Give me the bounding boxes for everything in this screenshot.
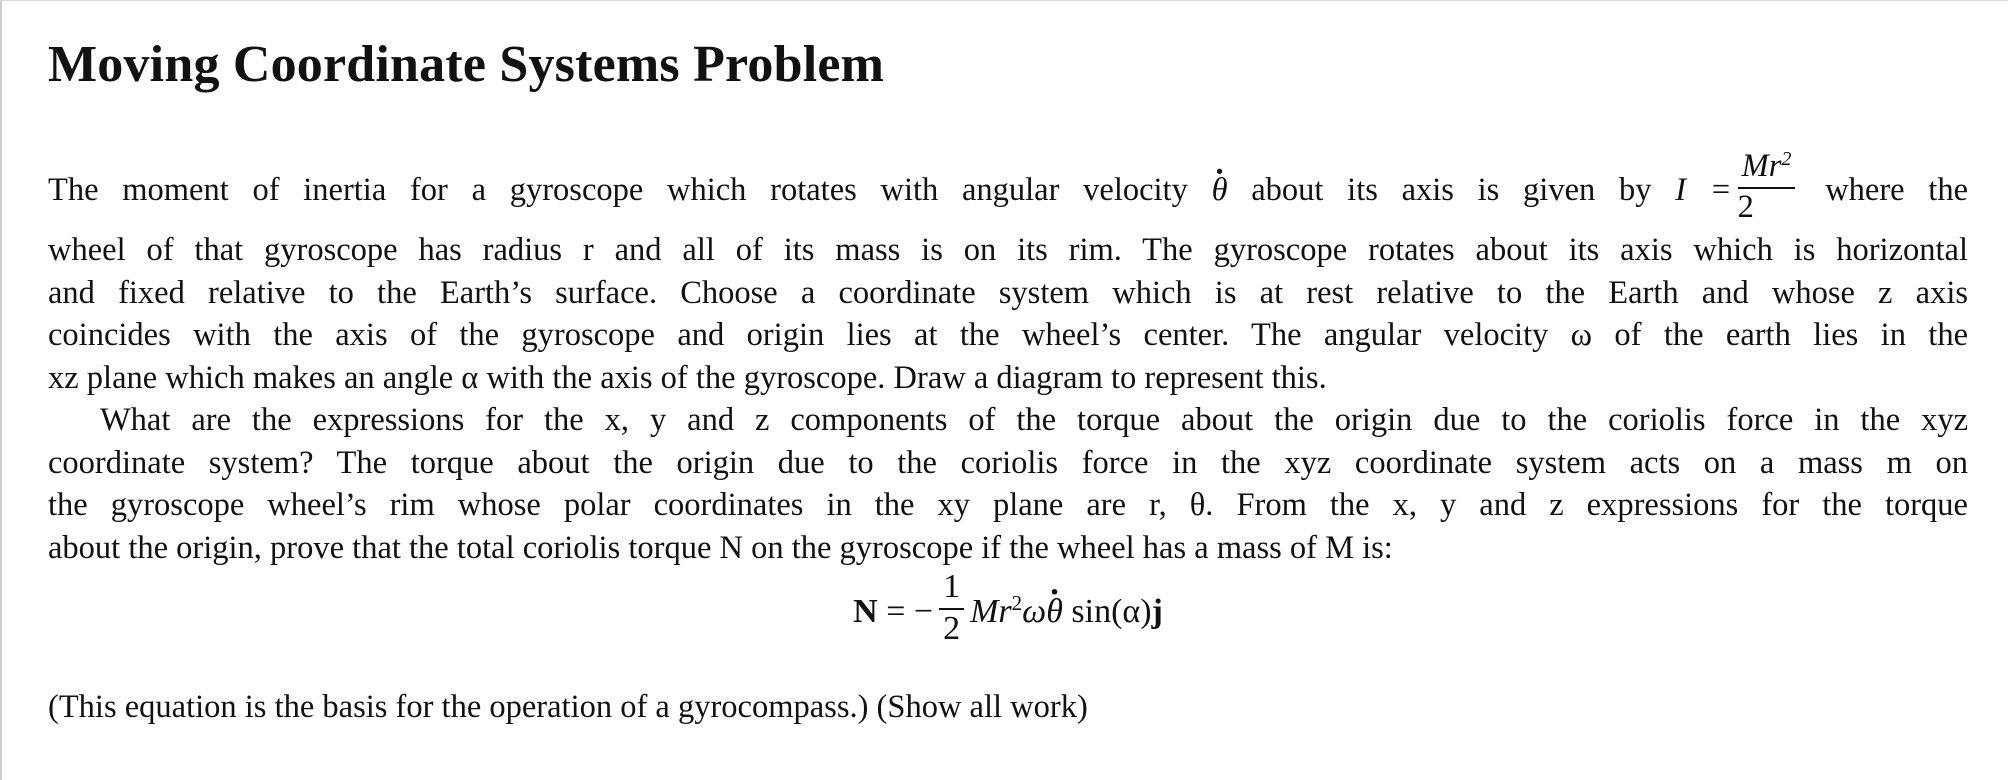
- paragraph2-line3: the gyroscope wheel’s rim whose polar coordinates in the xy plane are r, θ. From the x, y and z expressions for the torque: [48, 487, 1968, 523]
- equation-equals: = −: [886, 592, 934, 630]
- paragraph1-line2: wheel of that gyroscope has radius r and all of its mass is on its rim. The gyroscope rotates about its axis which is horizontal: [48, 232, 1968, 268]
- equation-j-vector: j: [1151, 592, 1163, 630]
- closing-note: (This equation is the basis for the operation of a gyrocompass.) (Show all work): [48, 689, 1088, 725]
- equation-theta-dot: θ ·: [1046, 593, 1063, 631]
- paragraph2-line4: about the origin, prove that the total coriolis torque N on the gyroscope if the wheel has a mass of M is:: [48, 529, 1393, 566]
- inertia-fraction: $\frac{Mr^2}{2}$: [1738, 150, 1796, 223]
- paragraph-problem-setup: [48, 147, 1968, 569]
- equation-fraction: $\frac{1}{2}$: [939, 570, 964, 646]
- inertia-lhs: I =: [1675, 171, 1732, 208]
- paragraph1-line1: The moment of inertia for a gyroscope which rotates with angular velocity θ · about its axis is given by I = $\frac{Mr^2}{2}$ where the: [48, 156, 1968, 229]
- paragraph1-line5: xz plane which makes an angle α with the axis of the gyroscope. Draw a diagram to represent this.: [48, 359, 1327, 396]
- paragraph1-line3: and fixed relative to the Earth’s surface. Choose a coordinate system which is at rest relative to the Earth and whose z axis: [48, 274, 1968, 311]
- paragraph2-line1: What are the expressions for the x, y and z components of the torque about the origin due to the coriolis force in the xyz: [100, 402, 1968, 438]
- equation-lhs: N: [853, 592, 878, 630]
- torque-equation: N = − $\frac{1}{2}$ $Mr^2\omega\theta \cdot \sin(\alpha)j$: [48, 576, 1968, 652]
- page-title: Moving Coordinate Systems Problem: [48, 36, 885, 93]
- theta-dot-symbol: θ ·: [1212, 169, 1228, 212]
- paragraph2-line2: coordinate system? The torque about the origin due to the coriolis force in the xyz coordinate system acts on a mass m on: [48, 444, 1968, 481]
- paragraph1-line4: coincides with the axis of the gyroscope and origin lies at the wheel’s center. The angular velocity ω of the earth lies in the: [48, 317, 1968, 353]
